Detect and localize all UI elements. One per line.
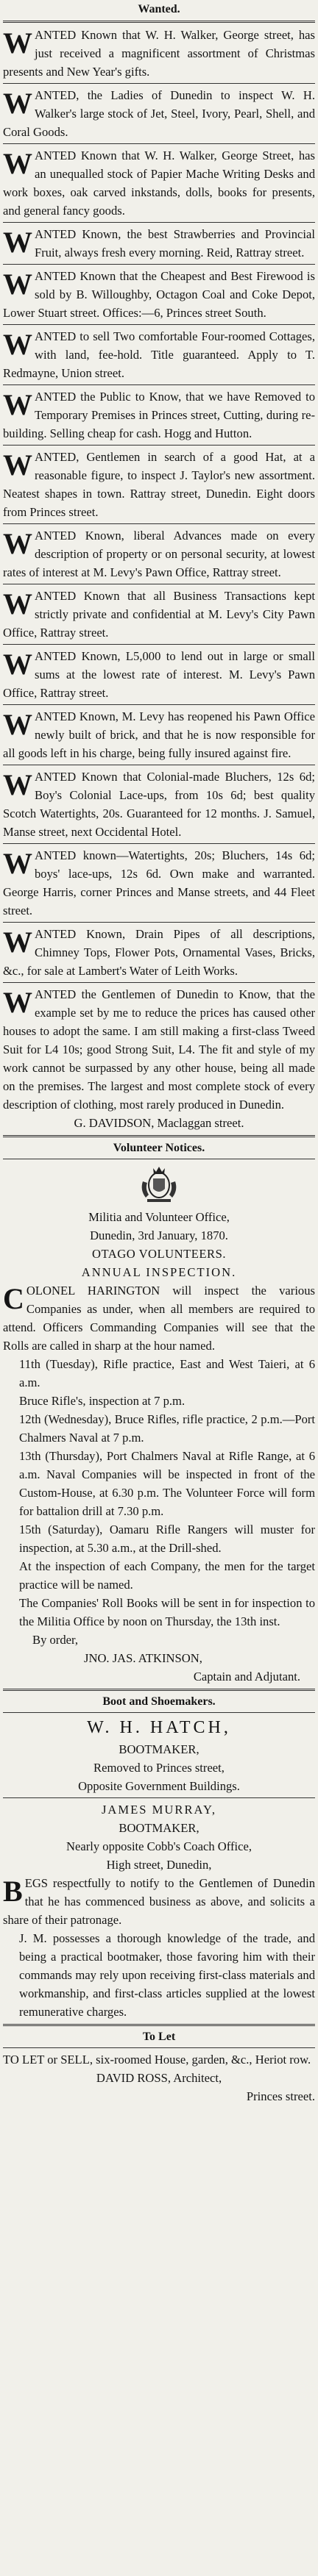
drop-cap: W [3,268,32,301]
drop-cap: W [3,648,32,681]
drop-cap: W [3,87,32,120]
divider [3,2024,315,2026]
divider [3,1797,315,1798]
drop-cap: W [3,768,32,801]
section-heading-volunteer: Volunteer Notices. [113,1142,205,1154]
drop-cap: W [3,986,32,1019]
inspection-schedule [3,1355,315,1557]
royal-arms-crest-icon [138,1162,180,1205]
advert-text: ANTED the Gentlemen of Dunedin to Know, that the example set by me to reduce the prices has caused other houses to adopt the same. I am still making a first-class Tweed Suit for L4 10s; good Strong Suit, L4. The fit and style of my work cannot be surpassed by any other house, being all made on the premises. The largest and most complete stock of every description of clothing, most rarely produced in Dunedin. [3,987,315,1112]
section-heading-tolet: To Let [142,2031,176,2043]
drop-cap: C [3,1282,24,1315]
divider [3,922,315,923]
drop-cap: W [3,847,32,880]
wanted-advert [3,925,315,980]
drop-cap: W [3,147,32,180]
hatch-trade: BOOTMAKER, [119,1742,199,1756]
wanted-advert [3,267,315,322]
advert-text: ANTED Known, liberal Advances made on every description of property or on personal security, at lowest rates of interest at M. Levy's Pawn Office, Rattray street. [3,529,315,579]
wanted-advert [3,26,315,81]
divider [3,143,315,144]
drop-cap: W [3,926,32,959]
divider [3,324,315,325]
advert-text: ANTED Known that W. H. Walker, George street, has just received a magnificent assortment of Christmas presents and New Year's gifts. [3,28,315,79]
wanted-ads-list [3,26,315,1132]
advert-text: ANTED, the Ladies of Dunedin to inspect W. H. Walker's large stock of Jet, Steel, Ivory, Pearl, Shell, and Coral Goods. [3,88,315,139]
advert-text: ANTED Known, L5,000 to lend out in large or small sums at the lowest rate of interest. M. Levy's Pawn Office, Rattray street. [3,649,315,700]
divider [3,1135,315,1137]
divider [3,523,315,524]
wanted-advert [3,327,315,382]
inspection-intro [3,1281,315,1355]
advert-text: ANTED to sell Two comfortable Four-roomed Cottages, with land, fee-hold. Title guaranteed. Apply to T. Redmayne, Union street. [3,329,315,380]
inspection-note: The Companies' Roll Books will be sent in for inspection to the Militia Office by noon on Thursday, the 13th inst. [19,1596,315,1628]
advert-text: ANTED Known, the best Strawberries and Provincial Fruit, always fresh every morning. Reid, Rattray street. [35,227,315,260]
murray-advert [3,1800,315,2021]
section-heading-boot: Boot and Shoemakers. [102,1695,216,1708]
drop-cap: W [3,448,32,482]
wanted-advert [3,707,315,762]
wanted-advert [3,225,315,262]
divider [3,644,315,645]
wanted-advert [3,387,315,443]
murray-name: JAMES MURRAY, [101,1803,217,1817]
tolet-place: Princes street. [246,2089,315,2103]
hatch-advert [3,1715,315,1795]
wanted-advert [3,647,315,702]
divider [3,222,315,223]
divider [3,384,315,385]
wanted-advert [3,768,315,841]
divider [3,2047,315,2048]
divider [3,445,315,446]
advert-text: ANTED the Public to Know, that we have Removed to Temporary Premises in Princes street, Cutting, during re-building. Selling cheap for cash. Hogg and Hutton. [3,390,315,440]
advert-text: ANTED Known that the Cheapest and Best Firewood is sold by B. Willoughby, Octagon Coal and Coke Depot, Lower Stuart street. Offices:—6, Princes street South. [3,269,315,320]
hatch-name: W. H. HATCH, [87,1718,231,1737]
schedule-entry: Bruce Rifle's, inspection at 7 p.m. [19,1394,186,1408]
by-order: By order, [32,1633,79,1647]
schedule-entry: 13th (Thursday), Port Chalmers Naval at Rifle Range, at 6 a.m. Naval Companies will be inspected in front of the Custom-House, at 6.30 p.m. The Volunteer Force will form for battalion drill at 7.30 p.m. [19,1449,315,1518]
inspection-note: At the inspection of each Company, the men for the target practice will be named. [19,1559,315,1592]
divider [3,264,315,265]
advert-text: ANTED Known that Colonial-made Bluchers, 12s 6d; Boy's Colonial Lace-ups, from 10s 6d; best quality Scotch Watertights, 20s. Guaranteed for 12 months. J. Samuel, Manse street, next Occidental Hotel. [3,770,315,839]
drop-cap: W [3,388,32,421]
drop-cap: W [3,708,32,741]
inspection-intro-text: OLONEL HARINGTON will inspect the various Companies as under, when all members are required to attend. Officers Commanding Companies will see that the Rolls are called in sharp at the hour named. [3,1284,315,1353]
advert-text: ANTED Known, M. Levy has reopened his Pawn Office newly built of brick, and that he is now responsible for all goods left in his charge, being fully insured against fire. [3,709,315,760]
wanted-advert [3,526,315,582]
schedule-entry: 11th (Tuesday), Rifle practice, East and West Taieri, at 6 a.m. [19,1357,315,1389]
notice-date: Dunedin, 3rd January, 1870. [90,1228,228,1242]
divider [3,21,315,23]
drop-cap: W [3,587,32,620]
divider [3,843,315,844]
wanted-advert [3,846,315,920]
drop-cap: W [3,26,32,60]
drop-cap: W [3,527,32,560]
schedule-entry: 15th (Saturday), Oamaru Rifle Rangers will muster for inspection, at 5.30 a.m., at the Drill-shed. [19,1523,315,1555]
tolet-advert: TO LET or SELL, six-roomed House, garden, &c., Heriot row. [3,2053,311,2067]
divider [3,1712,315,1713]
divider [3,83,315,84]
wanted-advert [3,985,315,1132]
section-heading-wanted: Wanted. [138,3,180,15]
murray-text: EGS respectfully to notify to the Gentlemen of Dunedin that he has commenced business as above, and solicits a share of their patronage. [3,1876,315,1927]
notice-title: OTAGO VOLUNTEERS. [91,1247,226,1261]
drop-cap: B [3,1875,23,1908]
wanted-advert [3,587,315,642]
wanted-advert [3,146,315,220]
divider [3,1689,315,1691]
drop-cap: W [3,226,32,259]
signer-name: JNO. JAS. ATKINSON, [84,1651,202,1665]
newspaper-column [3,0,315,2105]
advert-signature: G. DAVIDSON, Maclaggan street. [74,1116,244,1130]
murray-line: High street, Dunedin, [106,1858,212,1872]
schedule-entry: 12th (Wednesday), Bruce Rifles, rifle practice, 2 p.m.—Port Chalmers Naval at 7 p.m. [19,1412,315,1445]
hatch-line: Opposite Government Buildings. [78,1779,240,1793]
wanted-advert [3,448,315,521]
tolet-signer: DAVID ROSS, Architect, [96,2071,222,2085]
murray-line: Nearly opposite Cobb's Coach Office, [66,1839,252,1853]
advert-text: ANTED known—Watertights, 20s; Bluchers, 14s 6d; boys' lace-ups, 12s 6d. Own make and warranted. George Harris, corner Princes and Manse streets, and 44 Fleet street. [3,848,315,917]
notice-subtitle: ANNUAL INSPECTION. [81,1265,237,1279]
divider [3,982,315,983]
signer-title: Captain and Adjutant. [193,1670,300,1684]
drop-cap: W [3,328,32,361]
office-name: Militia and Volunteer Office, [88,1210,230,1224]
advert-text: ANTED Known that all Business Transactions kept strictly private and confidential at M. Levy's City Pawn Office, Rattray street. [3,589,315,640]
wanted-advert [3,86,315,141]
advert-text: ANTED Known that W. H. Walker, George Street, has an unequalled stock of Papier Mache Writing Desks and work boxes, oak carved inkstands, dolls, books for presents, and general fancy goods. [3,149,315,218]
advert-text: ANTED, Gentlemen in search of a good Hat, at a reasonable figure, to inspect J. Taylor's new assortment. Neatest shapes in town. Rattray street, Dunedin. Eight doors from Princes street. [3,450,315,519]
hatch-line: Removed to Princes street, [93,1761,225,1775]
advert-text: ANTED Known, Drain Pipes of all descriptions, Chimney Tops, Flower Pots, Ornamental Vases, Bricks, &c., for sale at Lambert's Water of Leith Works. [3,927,315,978]
murray-text: J. M. possesses a thorough knowledge of the trade, and being a practical bootmaker, those favoring him with their commands may rely upon receiving first-class materials and workmanship, and first-class articles supplied at the lowest remunerative charges. [19,1931,315,2019]
murray-trade: BOOTMAKER, [119,1821,199,1835]
divider [3,704,315,705]
